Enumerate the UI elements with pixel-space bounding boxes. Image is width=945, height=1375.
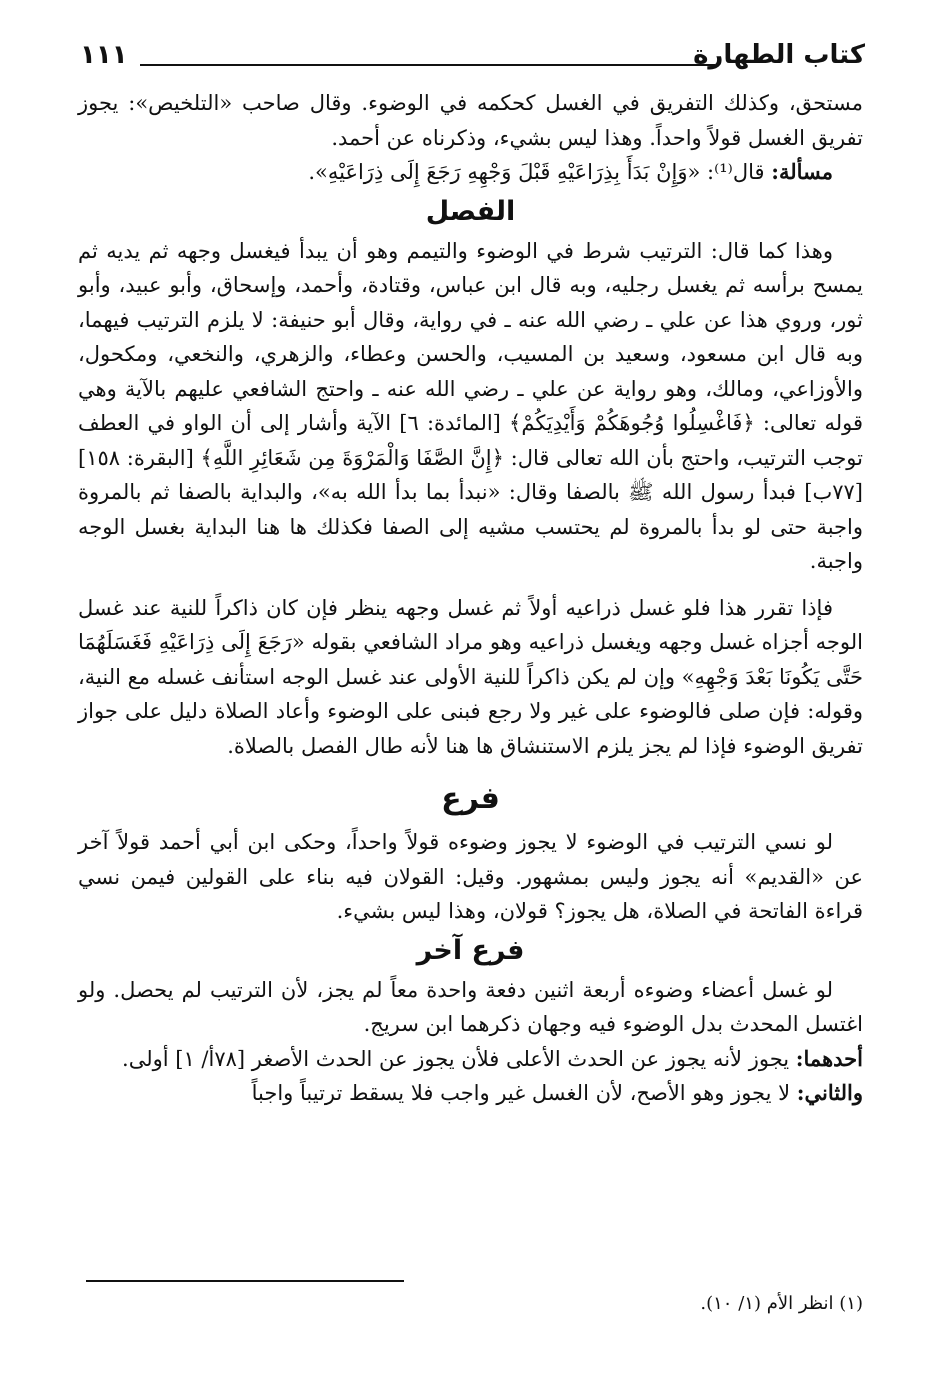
section-heading-far: فرع	[441, 781, 500, 816]
paragraph-masala	[78, 155, 863, 190]
first-view-label: أحدهما:	[795, 1045, 863, 1071]
running-title: كتاب الطهارة	[693, 40, 865, 70]
paragraph-second-view	[78, 1076, 863, 1111]
paragraph-1: مستحق، وكذلك التفريق في الغسل كحكمه في الوضوء. وقال صاحب «التلخيص»: يجوز تفريق الغسل قولاً واحداً. وهذا ليس بشيء، وذكرناه عن أحمد.	[78, 91, 863, 150]
footnote-rule	[86, 1280, 404, 1282]
section-heading-far-akhar: فرع آخر	[416, 934, 525, 966]
paragraph-fasl: وهذا كما قال: الترتيب شرط في الوضوء والتيمم وهو أن يبدأ فيغسل وجهه ثم يديه ثم يمسح برأسه ثم يغسل رجليه، وبه قال ابن عباس، وقتادة، وأحمد، وإسحاق، وأبو عبيد، وأبو ثور، وروي هذا عن علي ـ رضي الله عنه ـ في رواية، وقال أبو حنيفة: لا يلزم الترتيب فيهما، وبه قال ابن مسعود، وسعيد بن المسيب، والحسن وعطاء، والزهري، والنخعي، ومكحول، والأوزاعي، ومالك، وهو رواية عن علي ـ رضي الله عنه ـ واحتج الشافعي عليهم بالآية وهي قوله تعالى: ﴿فَاغْسِلُوا وُجُوهَكُمْ وَأَيْدِيَكُمْ﴾ [المائدة: ٦] الآية وأشار إلى أن الواو في العطف توجب الترتيب، واحتج بأن الله تعالى قال: ﴿إِنَّ الصَّفَا وَالْمَرْوَةَ مِن شَعَائِرِ اللَّهِ﴾ [البقرة: ١٥٨] [٧٧ب] فبدأ رسول الله ﷺ بالصفا وقال: «نبدأ بما بدأ الله به»، والبداية بالصفا ثم بالمروة واجبة حتى لو بدأ بالمروة لم يحتسب مشيه إلى الصفا فكذلك ها هنا البداية بغسل الوجه واجبة.	[78, 238, 863, 573]
page-body	[78, 86, 863, 1111]
footnote: (١) انظر الأم (١/ ١٠).	[700, 1293, 863, 1314]
paragraph-far-akhar: لو غسل أعضاء وضوءه أربعة اثنين دفعة واحدة معاً لم يجز، لأن الترتيب لم يحصل. ولو اغتسل المحدث بدل الوضوء فيه وجهان ذكرهما ابن سريج.	[78, 977, 863, 1036]
section-heading-fasl: الفصل	[425, 195, 516, 227]
header-rule	[140, 64, 715, 66]
masala-text: قال⁽¹⁾: «وَإِنْ بَدَأَ بِذِرَاعَيْهِ قَبْلَ وَجْهِهِ رَجَعَ إِلَى ذِرَاعَيْهِ».	[308, 160, 765, 184]
first-view-text: يجوز لأنه يجوز عن الحدث الأعلى فلأن يجوز عن الحدث الأصغر [٧٨أ/ ١] أولى.	[122, 1046, 790, 1071]
page-number: ١١١	[80, 40, 128, 70]
page-header	[80, 40, 865, 80]
masala-label: مسألة:	[771, 159, 833, 184]
paragraph-first-view	[78, 1042, 863, 1077]
paragraph-far: لو نسي الترتيب في الوضوء لا يجوز وضوءه قولاً واحداً، وحكى ابن أبي أحمد قولاً آخر عن «القديم» أنه يجوز وليس بمشهور. وقيل: القولان فيه بناء على القولين فيمن نسي قراءة الفاتحة في الصلاة، هل يجوز؟ قولان، وهذا ليس بشيء.	[78, 830, 863, 923]
second-view-label: والثاني:	[796, 1080, 863, 1105]
second-view-text: لا يجوز وهو الأصح، لأن الغسل غير واجب فلا يسقط ترتيباً واجباً	[251, 1081, 791, 1105]
paragraph-tafri: فإذا تقرر هذا فلو غسل ذراعيه أولاً ثم غسل وجهه ينظر فإن كان ذاكراً للنية عند غسل الوجه أجزاه غسل وجهه ويغسل ذراعيه وهو مراد الشافعي بقوله «رَجَعَ إِلَى ذِرَاعَيْهِ فَغَسَلَهُمَا حَتَّى يَكُونَا بَعْدَ وَجْهِهِ» وإن لم يكن ذاكراً للنية الأولى عند غسل الوجه استأنف غسله مع النية، وقوله: فإن صلى فالوضوء على غير ولا رجع فبنى على الوضوء وأعاد الصلاة دليل على جواز تفريق الوضوء فإذا لم يجز يلزم الاستنشاق ها هنا لأنه طال الفصل بالصلاة.	[78, 595, 863, 758]
